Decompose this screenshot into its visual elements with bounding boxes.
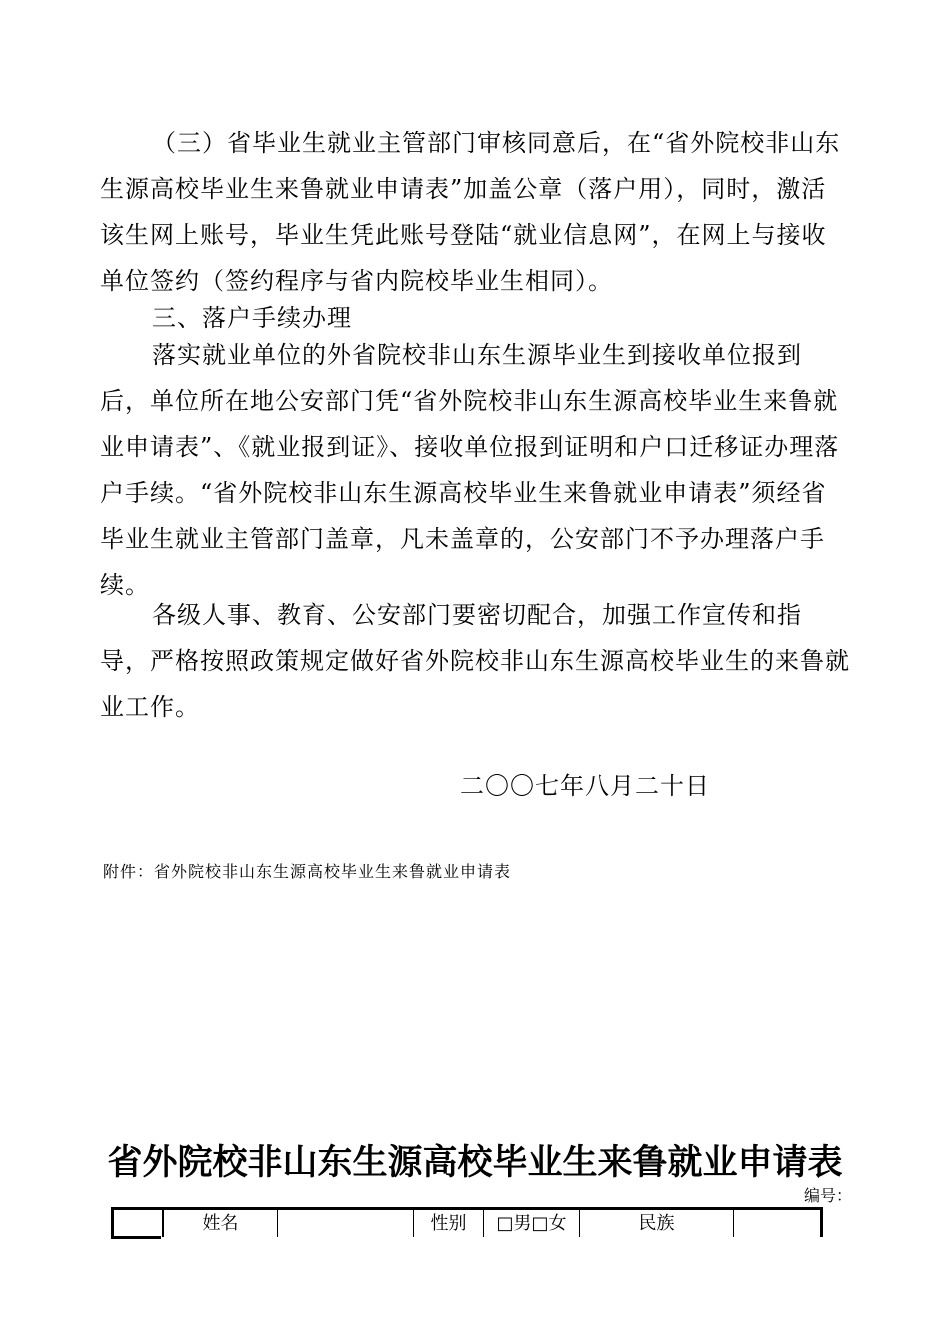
ethnicity-label-cell: 民族 — [580, 1210, 734, 1237]
name-label-cell: 姓名 — [164, 1210, 278, 1237]
gender-label-cell: 性别 — [414, 1210, 484, 1237]
attachment-note: 附件：省外院校非山东生源高校毕业生来鲁就业申请表 — [103, 862, 512, 881]
application-form-table — [111, 1207, 823, 1237]
gender-options[interactable]: □男□女 — [484, 1210, 580, 1237]
ethnicity-field[interactable] — [734, 1210, 820, 1237]
form-title: 省外院校非山东生源高校毕业生来鲁就业申请表 — [107, 1143, 843, 1183]
serial-number-label: 编号： — [804, 1186, 853, 1205]
section-heading-settlement: 三、落户手续办理 — [152, 304, 352, 332]
document-date: 二〇〇七年八月二十日 — [460, 772, 710, 800]
form-cell-bottom-border — [111, 1236, 161, 1239]
form-cell-blank — [114, 1210, 164, 1237]
paragraph-settlement: 落实就业单位的外省院校非山东生源毕业生到接收单位报到后，单位所在地公安部门凭“省外院校非山东生源高校毕业生来鲁就业申请表”、《就业报到证》、接收单位报到证明和户口迁移证办理落户手续。“省外院校非山东生源高校毕业生来鲁就业申请表”须经省毕业生就业主管部门盖章，凡未盖章的，公安部门不予办理落户手续。 — [100, 341, 840, 599]
paragraph-cooperation: 各级人事、教育、公安部门要密切配合，加强工作宣传和指导，严格按照政策规定做好省外院校非山东生源高校毕业生的来鲁就业工作。 — [100, 601, 850, 721]
paragraph-approval: （三）省毕业生就业主管部门审核同意后，在“省外院校非山东生源高校毕业生来鲁就业申请表”加盖公章（落户用），同时，激活该生网上账号，毕业生凭此账号登陆“就业信息网”，在网上与接收单位签约（签约程序与省内院校毕业生相同）。 — [100, 129, 841, 295]
name-field[interactable] — [278, 1210, 414, 1237]
